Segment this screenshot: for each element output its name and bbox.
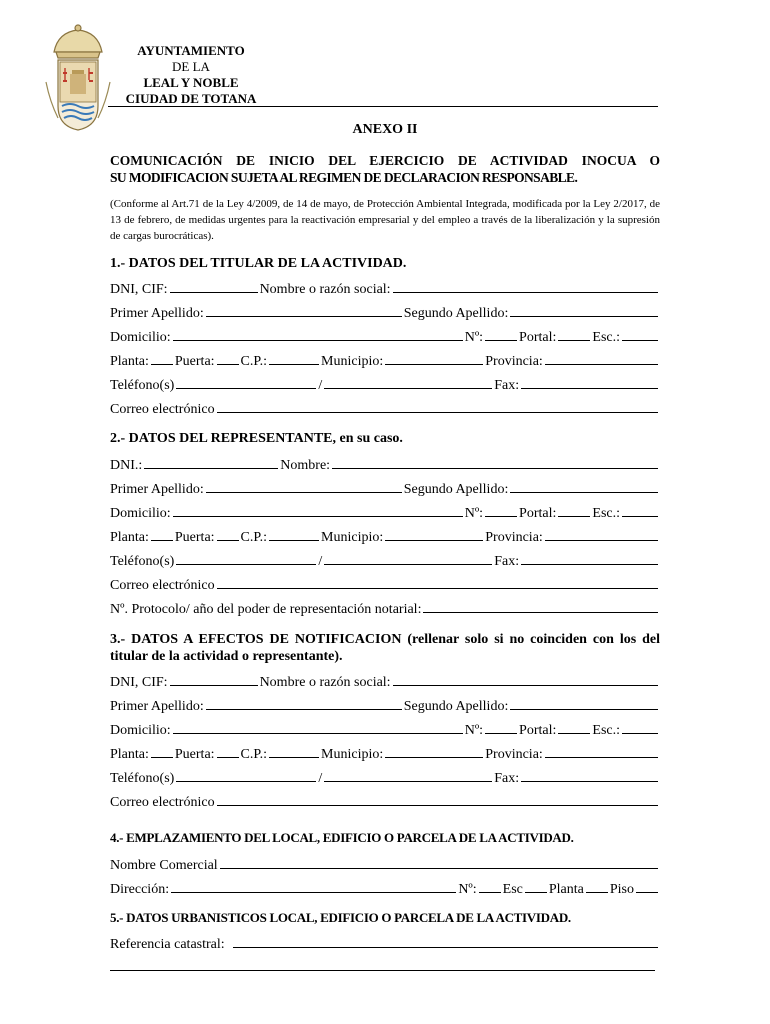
s3-dni-cif-field[interactable] [170,672,258,686]
s1-row-domicilio [110,327,660,347]
numero-label: Nº: [464,506,484,521]
s5-referencia-catastral-field[interactable] [233,934,658,948]
coat-of-arms-icon [44,22,112,134]
fax-label: Fax: [494,554,520,569]
planta-label: Planta: [110,747,149,762]
portal-label: Portal: [519,506,557,521]
telefono-label: Teléfono(s) [110,771,175,786]
s1-telefono-1-field[interactable] [176,375,316,389]
s2-portal-field[interactable] [558,503,590,517]
primer-apellido-label: Primer Apellido: [110,482,204,497]
s1-provincia-field[interactable] [545,351,658,365]
s1-row-planta [110,351,660,371]
s3-correo-field[interactable] [217,792,658,806]
nombre-razon-label: Nombre o razón social: [259,282,391,297]
fax-label: Fax: [494,771,520,786]
dni-label: DNI.: [110,458,143,473]
s4-row-direccion [110,879,660,899]
s1-row-correo [110,399,660,419]
legal-intro: (Conforme al Art.71 de la Ley 4/2009, de 14 de mayo, de Protección Ambiental Integrada, modificada por la Ley 2/2017, de 13 de febrero, de medidas urgentes para la reactivación empresarial y del empleo a través de la liberalización y la supresión de cargas burocráticas). [110,198,660,242]
s1-domicilio-field[interactable] [173,327,463,341]
annex-title: ANEXO II [352,122,418,137]
s1-municipio-field[interactable] [385,351,483,365]
s2-provincia-field[interactable] [545,527,658,541]
provincia-label: Provincia: [485,747,543,762]
s2-row-protocolo [110,599,660,619]
s4-piso-field[interactable] [636,879,658,893]
provincia-label: Provincia: [485,530,543,545]
s3-esc-field[interactable] [622,720,658,734]
header-line-4: CIUDAD DE TOTANA [125,91,257,106]
numero-label: Nº: [458,882,477,897]
s3-primer-apellido-field[interactable] [206,696,402,710]
s2-fax-field[interactable] [521,551,658,565]
s1-fax-field[interactable] [521,375,658,389]
s1-puerta-field[interactable] [217,351,239,365]
direccion-label: Dirección: [110,882,170,897]
municipio-label: Municipio: [321,747,384,762]
telefono-label: Teléfono(s) [110,554,175,569]
planta-label: Planta: [110,530,149,545]
s5-row-referencia [110,934,660,954]
protocolo-label: Nº. Protocolo/ año del poder de representación notarial: [110,602,422,617]
planta-label: Planta: [110,354,149,369]
esc-label: Esc.: [592,723,620,738]
s3-row-apellidos [110,696,660,716]
s2-primer-apellido-field[interactable] [206,479,402,493]
segundo-apellido-label: Segundo Apellido: [403,699,509,714]
s4-row-nombre-comercial [110,855,660,875]
s2-municipio-field[interactable] [385,527,483,541]
section-3-heading: 3.- DATOS A EFECTOS DE NOTIFICACION (rellenar solo si no coinciden con los del titular de la actividad o representante). [110,632,660,664]
s3-telefono-2-field[interactable] [324,768,492,782]
s2-row-telefono [110,551,660,571]
numero-label: Nº: [464,330,484,345]
s2-correo-field[interactable] [217,575,658,589]
domicilio-label: Domicilio: [110,330,171,345]
section-4-heading: 4.- EMPLAZAMIENTO DEL LOCAL, EDIFICIO O PARCELA DE LA ACTIVIDAD. [110,830,574,845]
header-line-1: AYUNTAMIENTO [137,43,245,58]
s2-cp-field[interactable] [269,527,319,541]
s2-telefono-1-field[interactable] [176,551,316,565]
s3-cp-field[interactable] [269,744,319,758]
s2-row-domicilio [110,503,660,523]
correo-label: Correo electrónico [110,402,215,417]
s4-nombre-comercial-field[interactable] [220,855,658,869]
segundo-apellido-label: Segundo Apellido: [403,306,509,321]
title-line-1: COMUNICACIÓN DE INICIO DEL EJERCICIO DE ACTIVIDAD INOCUA O [110,153,660,168]
s1-correo-field[interactable] [217,399,658,413]
s5-extra-line-field[interactable] [110,970,655,971]
section-1-heading: 1.- DATOS DEL TITULAR DE LA ACTIVIDAD. [110,256,407,271]
s3-portal-field[interactable] [558,720,590,734]
s2-domicilio-field[interactable] [173,503,463,517]
s1-row-telefono [110,375,660,395]
correo-label: Correo electrónico [110,795,215,810]
s3-telefono-1-field[interactable] [176,768,316,782]
esc-short-label: Esc [502,882,523,897]
s4-planta-field[interactable] [586,879,608,893]
correo-label: Correo electrónico [110,578,215,593]
s3-domicilio-field[interactable] [173,720,463,734]
cp-label: C.P.: [240,530,268,545]
s2-nombre-field[interactable] [332,455,658,469]
s2-puerta-field[interactable] [217,527,239,541]
s2-segundo-apellido-field[interactable] [510,479,658,493]
s4-direccion-field[interactable] [171,879,456,893]
portal-label: Portal: [519,330,557,345]
segundo-apellido-label: Segundo Apellido: [403,482,509,497]
s1-portal-field[interactable] [558,327,590,341]
section-5-heading: 5.- DATOS URBANISTICOS LOCAL, EDIFICIO O PARCELA DE LA ACTIVIDAD. [110,910,571,925]
s2-row-apellidos [110,479,660,499]
s2-row-correo [110,575,660,595]
document-title [110,152,660,186]
provincia-label: Provincia: [485,354,543,369]
section-2-heading: 2.- DATOS DEL REPRESENTANTE, en su caso. [110,431,403,446]
slash-separator: / [318,554,323,569]
puerta-label: Puerta: [174,747,215,762]
header-divider [108,106,658,107]
s3-nombre-razon-field[interactable] [393,672,658,686]
s1-planta-field[interactable] [151,351,173,365]
s1-cp-field[interactable] [269,351,319,365]
s4-esc-field[interactable] [525,879,547,893]
s3-row-planta [110,744,660,764]
s1-row-apellidos [110,303,660,323]
slash-separator: / [318,771,323,786]
fax-label: Fax: [494,378,520,393]
dni-cif-label: DNI, CIF: [110,282,168,297]
slash-separator: / [318,378,323,393]
municipio-label: Municipio: [321,530,384,545]
piso-label: Piso [609,882,634,897]
portal-label: Portal: [519,723,557,738]
primer-apellido-label: Primer Apellido: [110,699,204,714]
cp-label: C.P.: [240,747,268,762]
s1-nombre-razon-field[interactable] [393,279,658,293]
s1-segundo-apellido-field[interactable] [510,303,658,317]
municipality-header [108,43,274,107]
s3-numero-field[interactable] [485,720,517,734]
puerta-label: Puerta: [174,530,215,545]
s3-municipio-field[interactable] [385,744,483,758]
s1-primer-apellido-field[interactable] [206,303,402,317]
s1-telefono-2-field[interactable] [324,375,492,389]
s1-dni-cif-field[interactable] [170,279,258,293]
referencia-catastral-label: Referencia catastral: [110,937,225,952]
nombre-comercial-label: Nombre Comercial [110,858,218,873]
nombre-label: Nombre: [280,458,331,473]
s1-row-dni [110,279,660,299]
s2-row-dni [110,455,660,475]
s3-row-correo [110,792,660,812]
municipio-label: Municipio: [321,354,384,369]
s1-numero-field[interactable] [485,327,517,341]
header-line-2: DE LA [172,59,210,74]
domicilio-label: Domicilio: [110,723,171,738]
title-line-2: SU MODIFICACION SUJETA AL REGIMEN DE DECLARACION RESPONSABLE. [110,170,578,185]
s2-esc-field[interactable] [622,503,658,517]
s2-planta-field[interactable] [151,527,173,541]
primer-apellido-label: Primer Apellido: [110,306,204,321]
s3-row-dni [110,672,660,692]
s2-telefono-2-field[interactable] [324,551,492,565]
s3-planta-field[interactable] [151,744,173,758]
s2-numero-field[interactable] [485,503,517,517]
s3-row-telefono [110,768,660,788]
s3-fax-field[interactable] [521,768,658,782]
s3-puerta-field[interactable] [217,744,239,758]
dni-cif-label: DNI, CIF: [110,675,168,690]
domicilio-label: Domicilio: [110,506,171,521]
numero-label: Nº: [464,723,484,738]
telefono-label: Teléfono(s) [110,378,175,393]
cp-label: C.P.: [240,354,268,369]
planta-short-label: Planta [548,882,584,897]
nombre-razon-label: Nombre o razón social: [259,675,391,690]
s1-esc-field[interactable] [622,327,658,341]
s4-numero-field[interactable] [479,879,501,893]
s3-provincia-field[interactable] [545,744,658,758]
puerta-label: Puerta: [174,354,215,369]
esc-label: Esc.: [592,506,620,521]
header-line-3: LEAL Y NOBLE [143,75,239,90]
esc-label: Esc.: [592,330,620,345]
s3-segundo-apellido-field[interactable] [510,696,658,710]
s3-row-domicilio [110,720,660,740]
s2-row-planta [110,527,660,547]
s2-dni-field[interactable] [144,455,278,469]
s2-protocolo-field[interactable] [423,599,658,613]
